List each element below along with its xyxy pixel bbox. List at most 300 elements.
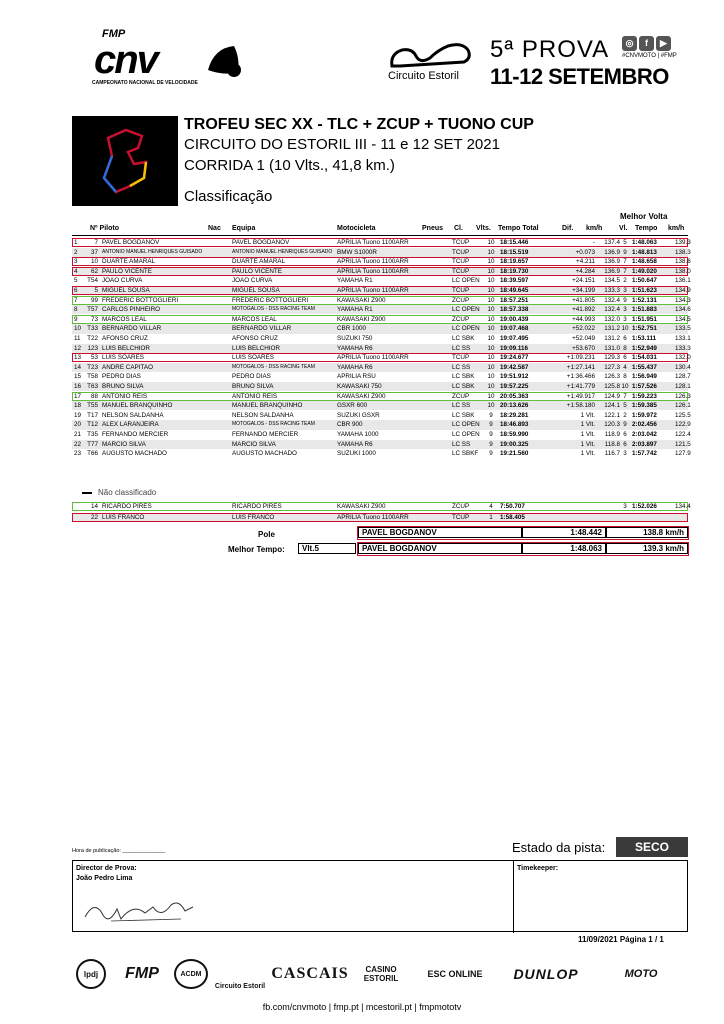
cell-cl: TCUP (452, 513, 470, 521)
cell-best: 1:55.437 (632, 363, 657, 371)
cell-cl: LC OPEN (452, 325, 480, 333)
cell-laps: 10 (487, 267, 495, 275)
cell-pos: 15 (74, 373, 82, 381)
cell-bkmh: 134.4 (675, 503, 691, 510)
col-best-lap-no: Vl. (619, 225, 628, 232)
col-laps: Vlts. (476, 225, 491, 232)
cell-best: 2:03.042 (632, 431, 657, 438)
cell-kmh: 126.3 (604, 373, 620, 381)
cell-cl: LC SS (452, 363, 471, 371)
cell-laps: 10 (487, 392, 495, 400)
cell-bike: APRILIA Tuono 1100ARR (337, 513, 409, 521)
cell-cl: TCUP (452, 239, 470, 246)
cell-time: 18:29.281 (500, 411, 529, 419)
cell-num: 99 (90, 296, 98, 304)
cell-cl: LC OPEN (452, 306, 480, 314)
cell-time: 18:49.645 (500, 287, 529, 294)
cell-kmh: 137.4 (604, 239, 620, 246)
cell-bkmh: 128.7 (675, 373, 691, 381)
cell-time: 19:00.325 (500, 440, 529, 448)
cell-kmh: 127.3 (604, 363, 620, 371)
cell-pos: 21 (74, 431, 82, 438)
cell-cl: LC SBK (452, 335, 475, 342)
cell-pos: 23 (74, 450, 82, 458)
cell-vlt: 7 (623, 258, 627, 266)
cell-vlt: 5 (623, 239, 627, 246)
best-time-value: 1:48.063 (522, 543, 606, 554)
cell-best: 1:51.623 (632, 287, 657, 294)
table-row (72, 430, 691, 439)
cell-best: 2:02.456 (632, 421, 657, 429)
table-row (72, 276, 691, 285)
cell-best: 1:51.883 (632, 306, 657, 314)
table-row (72, 502, 691, 511)
best-time-kmh: 139.3 km/h (606, 543, 688, 554)
cell-vlt: 6 (623, 354, 627, 362)
cell-num: T57 (87, 306, 98, 314)
cell-vlt: 3 (623, 503, 627, 510)
cell-best: 1:52.131 (632, 296, 657, 304)
cell-kmh: 136.9 (604, 248, 620, 256)
cell-laps: 9 (489, 431, 493, 438)
cell-team: MANUEL BRANQUINHO (232, 402, 303, 410)
cell-name: FREDERIC BOTTOGLIERI (102, 296, 179, 304)
cell-best: 1:52.949 (632, 344, 657, 352)
cell-pos: 19 (74, 411, 82, 419)
cell-bkmh: 125.5 (675, 411, 691, 419)
best-time-lap: Vlt.5 (298, 543, 356, 554)
cell-pos: 2 (74, 248, 78, 256)
cell-num: T22 (87, 335, 98, 342)
cell-cl: ZCUP (452, 315, 470, 323)
cell-name: ANTONIO REIS (102, 392, 148, 400)
cell-laps: 10 (487, 354, 495, 362)
cell-name: RICARDO PIRES (102, 503, 152, 510)
event-circuit: CIRCUITO DO ESTORIL III - 11 e 12 SET 2021 (184, 136, 500, 153)
cell-kmh: 136.9 (604, 267, 620, 275)
cell-bike: SUZUKI 1000 (337, 450, 376, 458)
cnv-logo (86, 26, 246, 96)
cell-best: 1:59.385 (632, 402, 657, 410)
cell-diff: 1 Vlt. (580, 411, 595, 419)
cell-num: 88 (90, 392, 98, 400)
table-row (72, 353, 691, 362)
cell-cl: TCUP (452, 287, 470, 294)
cell-pos: 18 (74, 402, 82, 410)
cell-bike: APRILIA Tuono 1100ARR (337, 239, 409, 246)
section-title: Classificação (184, 188, 273, 205)
cell-name: ANTONIO MANUEL HENRIQUES GUISADO (102, 248, 203, 255)
cell-time: 7:50.707 (500, 503, 525, 510)
cell-time: 20:13.626 (500, 402, 529, 410)
cell-kmh: 134.5 (604, 277, 620, 285)
cell-vlt: 9 (623, 248, 627, 256)
cell-diff: +4.284 (575, 267, 595, 275)
cell-time: 19:21.560 (500, 450, 529, 458)
cell-laps: 10 (487, 335, 495, 342)
cell-diff: +1:09.231 (566, 354, 595, 362)
cell-time: 19:09.116 (500, 344, 529, 352)
sponsor-casino-estoril: CASINO ESTORIL (363, 965, 399, 983)
cell-best: 1:52.026 (632, 503, 657, 510)
table-row (72, 286, 691, 295)
cell-bkmh: 138.0 (675, 267, 691, 275)
cell-num: T77 (87, 440, 98, 448)
cell-bkmh: 121.5 (675, 440, 691, 448)
cell-vlt: 8 (623, 373, 627, 381)
header-divider (72, 235, 688, 236)
cell-num: T63 (87, 383, 98, 390)
cell-bkmh: 134.5 (675, 315, 691, 323)
date-page: 11/09/2021 Página 1 / 1 (578, 935, 664, 944)
cell-diff: +41.805 (572, 296, 595, 304)
cell-bkmh: 132.0 (675, 354, 691, 362)
cell-num: 37 (90, 248, 98, 256)
cell-vlt: 6 (623, 440, 627, 448)
pole-time: 1:48.442 (522, 527, 606, 538)
table-row (72, 334, 691, 343)
cell-cl: TCUP (452, 258, 470, 266)
cell-name: JOAO CURVA (102, 277, 143, 285)
cell-name: MIGUEL SOUSA (102, 287, 150, 294)
cell-team: FREDERIC BOTTOGLIERI (232, 296, 309, 304)
cell-bkmh: 126.1 (675, 402, 691, 410)
cell-kmh: 122.1 (604, 411, 620, 419)
cell-best: 1:51.951 (632, 315, 657, 323)
cell-bkmh: 126.3 (675, 392, 691, 400)
cell-num: 10 (90, 258, 98, 266)
table-row (72, 305, 691, 314)
cell-laps: 10 (487, 315, 495, 323)
col-kmh: km/h (586, 225, 603, 232)
cell-diff: +44.993 (572, 315, 595, 323)
cell-num: 123 (87, 344, 98, 352)
cell-kmh: 120.3 (604, 421, 620, 429)
cell-kmh: 131.2 (604, 335, 620, 342)
cell-team: JOAO CURVA (232, 277, 273, 285)
cell-vlt: 10 (621, 383, 629, 390)
cell-diff: 1 Vlt. (580, 450, 595, 458)
cell-best: 1:57.526 (632, 383, 657, 390)
cell-diff: 1 Vlt. (580, 431, 595, 438)
table-row (72, 324, 691, 333)
table-row (72, 420, 691, 429)
cell-bkmh: 133.3 (675, 344, 691, 352)
cell-team: NELSON SALDANHA (232, 411, 294, 419)
sponsor-dunlop: DUNLOP (513, 966, 579, 982)
sponsor-acdm: ACDM (174, 959, 208, 989)
cell-pos: 10 (74, 325, 82, 333)
table-row (72, 382, 691, 391)
cell-bike: YAMAHA 1000 (337, 431, 379, 438)
cell-vlt: 7 (623, 267, 627, 275)
cell-diff: +53.670 (572, 344, 595, 352)
cell-laps: 10 (487, 258, 495, 266)
cell-bike: BMW S1000R (337, 248, 377, 256)
cell-cl: ZCUP (452, 392, 470, 400)
cell-kmh: 132.4 (604, 296, 620, 304)
col-bike: Motocicleta (337, 225, 376, 232)
cell-time: 19:51.912 (500, 373, 529, 381)
cell-laps: 10 (487, 402, 495, 410)
cell-bike: GSXR 600 (337, 402, 368, 410)
col-num-pilot: Nº Piloto (90, 225, 119, 232)
social-icons (622, 36, 671, 51)
cell-pos: 6 (74, 287, 78, 294)
cell-kmh: 132.0 (604, 315, 620, 323)
cell-bike: APRILIA Tuono 1100ARR (337, 287, 409, 294)
cell-team: PAVEL BOGDANOV (232, 239, 290, 246)
cell-name: ANDRE CAPITAO (102, 363, 153, 371)
round-title: 5ª PROVA (490, 36, 610, 63)
timekeeper-label: Timekeeper: (517, 865, 559, 872)
cell-team: BRUNO SILVA (232, 383, 274, 390)
cell-num: 5 (94, 287, 98, 294)
cell-kmh: 118.9 (604, 431, 620, 438)
col-team: Equipa (232, 225, 256, 232)
best-lap-header: Melhor Volta (620, 212, 668, 221)
cell-bike: YAMAHA R1 (337, 306, 373, 314)
cell-num: T23 (87, 363, 98, 371)
cell-kmh: 129.3 (604, 354, 620, 362)
cell-num: 53 (90, 354, 98, 362)
cell-time: 18:19.730 (500, 267, 529, 275)
cell-laps: 1 (489, 513, 493, 521)
cell-bkmh: 127.9 (675, 450, 691, 458)
cell-laps: 10 (487, 248, 495, 256)
cell-bike: SUZUKI 750 (337, 335, 373, 342)
cell-team: LUIS SOARES (232, 354, 274, 362)
event-race: CORRIDA 1 (10 Vlts., 41,8 km.) (184, 157, 395, 174)
cell-name: MARCOS LEAL (102, 315, 147, 323)
cell-cl: LC SBKF (452, 450, 479, 458)
instagram-icon[interactable]: ◎ (622, 36, 637, 51)
cell-team: ANTONIO REIS (232, 392, 278, 400)
cell-vlt: 2 (623, 277, 627, 285)
cell-vlt: 9 (623, 421, 627, 429)
cell-vlt: 2 (623, 411, 627, 419)
cell-laps: 9 (489, 450, 493, 458)
cell-team: RICARDO PIRES (232, 503, 282, 510)
cell-pos: 13 (74, 354, 82, 362)
cell-diff: 1 Vlt. (580, 440, 595, 448)
cell-bike: SUZUKI GSXR (337, 411, 380, 419)
not-classified-label: Não classificado (82, 488, 156, 497)
cell-time: 18:59.990 (500, 431, 529, 438)
cell-laps: 10 (487, 287, 495, 294)
cell-time: 19:57.225 (500, 383, 529, 390)
cell-cl: TCUP (452, 354, 470, 362)
cell-pos: 7 (74, 296, 78, 304)
cell-kmh: 124.1 (604, 402, 620, 410)
cell-diff: +41.892 (572, 306, 595, 314)
cell-diff: +1:36.466 (566, 373, 595, 381)
cell-bike: YAMAHA R6 (337, 363, 373, 371)
cell-diff: - (592, 239, 595, 246)
cell-name: LUIS BELCHIOR (102, 344, 150, 352)
fmp-mark: FMP (102, 28, 126, 40)
cell-cl: LC OPEN (452, 431, 480, 438)
cell-laps: 10 (487, 239, 495, 246)
table-header (72, 223, 688, 235)
cell-num: 22 (90, 513, 98, 521)
table-row (72, 296, 691, 305)
cell-num: 62 (90, 267, 98, 275)
cell-pos: 9 (74, 315, 78, 323)
cell-vlt: 3 (623, 315, 627, 323)
col-best-kmh: km/h (668, 225, 685, 232)
circuit-estoril-logo (386, 40, 482, 86)
cell-bkmh: 134.3 (675, 296, 691, 304)
best-time-label: Melhor Tempo: (228, 545, 285, 554)
cell-laps: 10 (487, 373, 495, 381)
cell-best: 1:48.063 (632, 239, 657, 246)
circuit-map-image (72, 116, 178, 206)
cell-pos: 4 (74, 267, 78, 275)
sponsor-strip (76, 956, 688, 992)
director-label: Director de Prova: (76, 865, 137, 872)
cell-diff: +1:49.917 (566, 392, 595, 400)
cell-pos: 16 (74, 383, 82, 390)
cell-name: AFONSO CRUZ (102, 335, 148, 342)
cell-cl: LC OPEN (452, 421, 480, 429)
cell-laps: 10 (487, 306, 495, 314)
table-row (72, 449, 691, 458)
best-time-name: PAVEL BOGDANOV (358, 543, 522, 554)
cell-team: PAULO VICENTE (232, 267, 282, 275)
cell-time: 19:24.677 (500, 354, 529, 362)
cell-cl: LC SS (452, 402, 471, 410)
col-best-time: Tempo (635, 225, 658, 232)
sponsor-circuito-estoril: Circuito Estoril (214, 983, 266, 990)
cell-laps: 10 (487, 344, 495, 352)
signature-divider (513, 861, 514, 933)
cell-best: 1:56.949 (632, 373, 657, 381)
cell-num: T66 (87, 450, 98, 458)
cell-bkmh: 134.9 (675, 287, 691, 294)
sponsor-moto: MOTO (624, 968, 658, 980)
cell-laps: 10 (487, 277, 495, 285)
cell-cl: TCUP (452, 248, 470, 256)
cell-time: 19:07.495 (500, 335, 529, 342)
col-nac: Nac (208, 225, 221, 232)
cell-time: 19:42.587 (500, 363, 529, 371)
cell-vlt: 4 (623, 363, 627, 371)
cell-bike: KAWASAKI 750 (337, 383, 382, 390)
cell-laps: 10 (487, 383, 495, 390)
cell-team: ANTONIO MANUEL HENRIQUES GUISADO (232, 248, 333, 255)
cell-name: BRUNO SILVA (102, 383, 144, 390)
cell-bike: CBR 1000 (337, 325, 367, 333)
cell-bike: KAWASAKI Z900 (337, 503, 386, 510)
cell-num: T55 (87, 402, 98, 410)
cell-team: MOTOGALOS - DSS RACING TEAM (232, 363, 315, 370)
table-row (72, 513, 688, 522)
cell-bike: KAWASAKI Z900 (337, 392, 386, 400)
footer-links[interactable]: fb.com/cnvmoto | fmp.pt | mcestoril.pt | fmpmototv (262, 1002, 462, 1012)
cell-best: 1:52.751 (632, 325, 657, 333)
cell-kmh: 132.4 (604, 306, 620, 314)
cell-pos: 17 (74, 392, 82, 400)
cell-time: 18:57.338 (500, 306, 529, 314)
cell-bkmh: 138.3 (675, 248, 691, 256)
cell-pos: 11 (74, 335, 81, 342)
track-state-value: SECO (616, 837, 688, 857)
cell-cl: ZCUP (452, 296, 470, 304)
cell-pos: 20 (74, 421, 82, 429)
cell-laps: 10 (487, 363, 495, 371)
cell-num: T58 (87, 373, 98, 381)
cell-kmh: 116.7 (604, 450, 620, 458)
cell-num: 7 (94, 239, 98, 246)
cell-name: MARCIO SILVA (102, 440, 146, 448)
cell-num: 14 (90, 503, 98, 510)
cell-name: LUIS SOARES (102, 354, 144, 362)
cell-bkmh: 128.1 (675, 383, 691, 390)
cell-time: 18:57.251 (500, 296, 529, 304)
cell-diff: +0.073 (575, 248, 595, 256)
cell-cl: LC SBK (452, 383, 475, 390)
cell-kmh: 133.3 (604, 287, 620, 294)
cell-team: BERNARDO VILLAR (232, 325, 292, 333)
cnv-wordmark: cnv (94, 38, 157, 82)
cell-vlt: 6 (623, 335, 627, 342)
cell-kmh: 131.0 (604, 344, 620, 352)
table-row (72, 392, 691, 401)
table-row (72, 257, 691, 266)
cell-kmh: 124.9 (604, 392, 620, 400)
table-row (72, 344, 691, 353)
cell-name: FERNANDO MERCIER (102, 431, 169, 438)
youtube-icon[interactable]: ▶ (656, 36, 671, 51)
cell-bkmh: 130.4 (675, 363, 691, 371)
track-state-label: Estado da pista: (512, 840, 606, 855)
cell-diff: 1 Vlt. (580, 421, 595, 429)
table-row (72, 238, 691, 247)
cell-bike: KAWASAKI Z900 (337, 296, 386, 304)
cell-cl: LC SBK (452, 411, 475, 419)
cell-team: LUIS FRANCO (232, 513, 275, 521)
cell-time: 18:46.893 (500, 421, 529, 429)
cell-name: AUGUSTO MACHADO (102, 450, 167, 458)
table-row (72, 315, 691, 324)
cell-best: 1:59.972 (632, 411, 657, 419)
cell-diff: +1:27.141 (566, 363, 595, 371)
cell-team: AUGUSTO MACHADO (232, 450, 297, 458)
cell-best: 1:48.813 (632, 248, 657, 256)
cell-diff: +52.049 (572, 335, 595, 342)
cell-team: LUIS BELCHIOR (232, 344, 280, 352)
cell-num: T17 (87, 411, 98, 419)
cell-team: AFONSO CRUZ (232, 335, 278, 342)
cell-laps: 4 (489, 503, 493, 510)
cell-cl: ZCUP (452, 503, 470, 510)
cell-time: 18:39.597 (500, 277, 529, 285)
cell-kmh: 136.9 (604, 258, 620, 266)
event-title: TROFEU SEC XX - TLC + ZCUP + TUONO CUP (184, 116, 534, 133)
cell-best: 1:59.223 (632, 392, 657, 400)
cell-name: BERNARDO VILLAR (102, 325, 162, 333)
cell-name: LUIS FRANCO (102, 513, 145, 521)
cell-best: 1:50.647 (632, 277, 657, 285)
cell-best: 1:49.020 (632, 267, 657, 275)
cell-cl: LC OPEN (452, 277, 480, 285)
cell-pos: 5 (74, 277, 78, 285)
cell-cl: LC SS (452, 440, 471, 448)
cell-bike: APRILIA Tuono 1100ARR (337, 258, 409, 266)
cell-bike: YAMAHA R6 (337, 440, 373, 448)
facebook-icon[interactable]: f (639, 36, 654, 51)
